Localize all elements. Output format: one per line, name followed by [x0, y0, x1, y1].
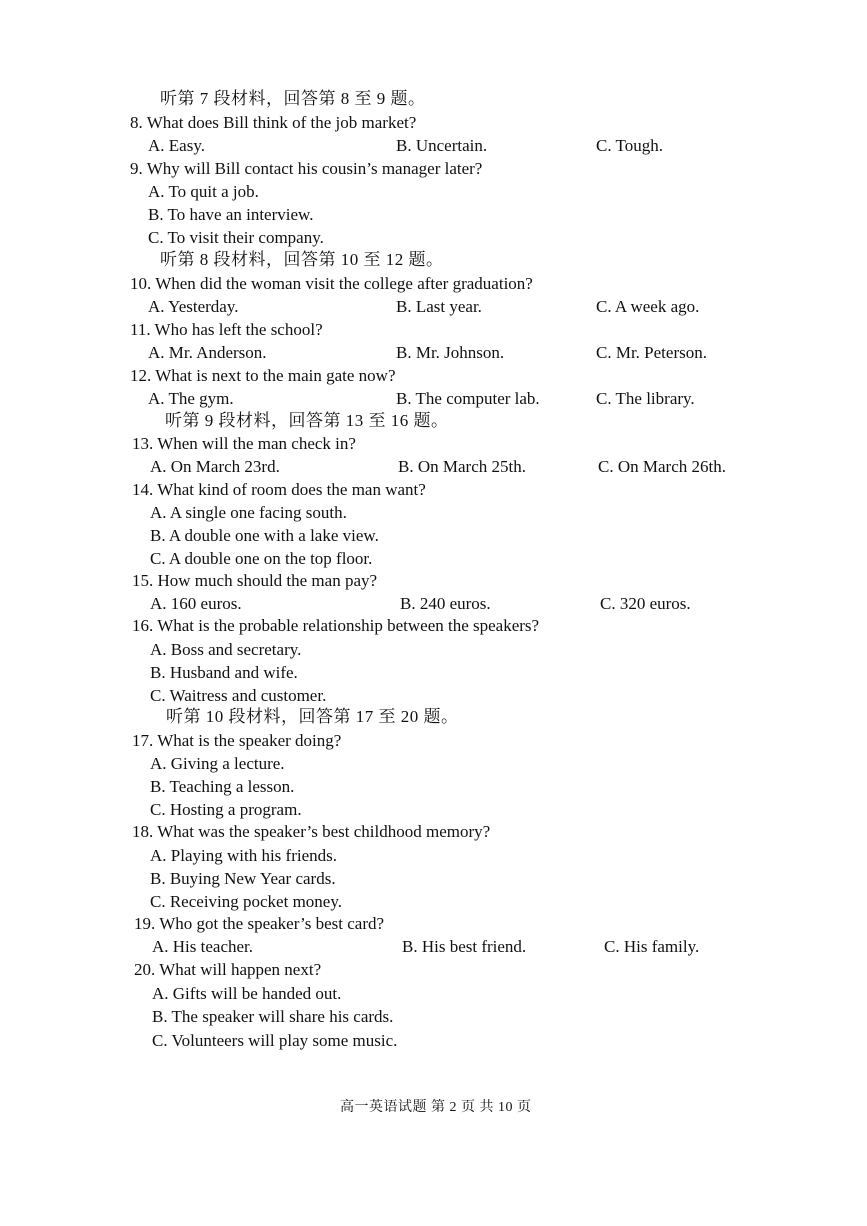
section-header: 听第 8 段材料，回答第 10 至 12 题。 — [160, 250, 444, 269]
option-17a: A. Giving a lecture. — [150, 754, 285, 773]
option-14a: A. A single one facing south. — [150, 503, 347, 522]
question-18: 18. What was the speaker’s best childhood memory? — [132, 822, 491, 841]
question-12: 12. What is next to the main gate now? — [130, 366, 396, 385]
option-12b: B. The computer lab. — [396, 389, 540, 408]
option-19a: A. His teacher. — [152, 937, 254, 956]
option-12c: C. The library. — [596, 389, 695, 408]
question-19: 19. Who got the speaker’s best card? — [134, 914, 385, 933]
section-header: 听第 10 段材料，回答第 17 至 20 题。 — [166, 707, 459, 726]
question-20: 20. What will happen next? — [134, 960, 322, 979]
option-9b: B. To have an interview. — [148, 205, 314, 224]
option-20a: A. Gifts will be handed out. — [152, 984, 342, 1003]
option-11c: C. Mr. Peterson. — [596, 343, 707, 362]
option-9c: C. To visit their company. — [148, 228, 324, 247]
option-11a: A. Mr. Anderson. — [148, 343, 267, 362]
option-17b: B. Teaching a lesson. — [150, 777, 295, 796]
option-15a: A. 160 euros. — [150, 594, 242, 613]
option-15b: B. 240 euros. — [400, 594, 491, 613]
option-8b: B. Uncertain. — [396, 136, 488, 155]
option-8c: C. Tough. — [596, 136, 663, 155]
option-8a: A. Easy. — [148, 136, 205, 155]
question-16: 16. What is the probable relationship between the speakers? — [132, 616, 540, 635]
option-19c: C. His family. — [604, 937, 700, 956]
option-16a: A. Boss and secretary. — [150, 640, 302, 659]
option-13c: C. On March 26th. — [598, 457, 726, 476]
option-18c: C. Receiving pocket money. — [150, 892, 342, 911]
option-17c: C. Hosting a program. — [150, 800, 302, 819]
option-13b: B. On March 25th. — [398, 457, 526, 476]
option-11b: B. Mr. Johnson. — [396, 343, 505, 362]
option-12a: A. The gym. — [148, 389, 234, 408]
question-15: 15. How much should the man pay? — [132, 571, 378, 590]
option-10a: A. Yesterday. — [148, 297, 239, 316]
question-13: 13. When will the man check in? — [132, 434, 356, 453]
question-11: 11. Who has left the school? — [130, 320, 323, 339]
question-17: 17. What is the speaker doing? — [132, 731, 342, 750]
option-14c: C. A double one on the top floor. — [150, 549, 373, 568]
option-10c: C. A week ago. — [596, 297, 700, 316]
question-14: 14. What kind of room does the man want? — [132, 480, 426, 499]
question-8: 8. What does Bill think of the job market? — [130, 113, 417, 132]
option-9a: A. To quit a job. — [148, 182, 259, 201]
option-14b: B. A double one with a lake view. — [150, 526, 379, 545]
option-19b: B. His best friend. — [402, 937, 527, 956]
option-13a: A. On March 23rd. — [150, 457, 280, 476]
option-16b: B. Husband and wife. — [150, 663, 298, 682]
page-footer: 高一英语试题 第 2 页 共 10 页 — [340, 1100, 532, 1115]
option-18b: B. Buying New Year cards. — [150, 869, 336, 888]
option-20b: B. The speaker will share his cards. — [152, 1007, 394, 1026]
section-header: 听第 7 段材料，回答第 8 至 9 题。 — [160, 89, 426, 108]
question-10: 10. When did the woman visit the college after graduation? — [130, 274, 533, 293]
option-16c: C. Waitress and customer. — [150, 686, 327, 705]
option-18a: A. Playing with his friends. — [150, 846, 337, 865]
option-15c: C. 320 euros. — [600, 594, 691, 613]
section-header: 听第 9 段材料，回答第 13 至 16 题。 — [165, 411, 449, 430]
question-9: 9. Why will Bill contact his cousin’s manager later? — [130, 159, 483, 178]
option-20c: C. Volunteers will play some music. — [152, 1031, 398, 1050]
option-10b: B. Last year. — [396, 297, 482, 316]
